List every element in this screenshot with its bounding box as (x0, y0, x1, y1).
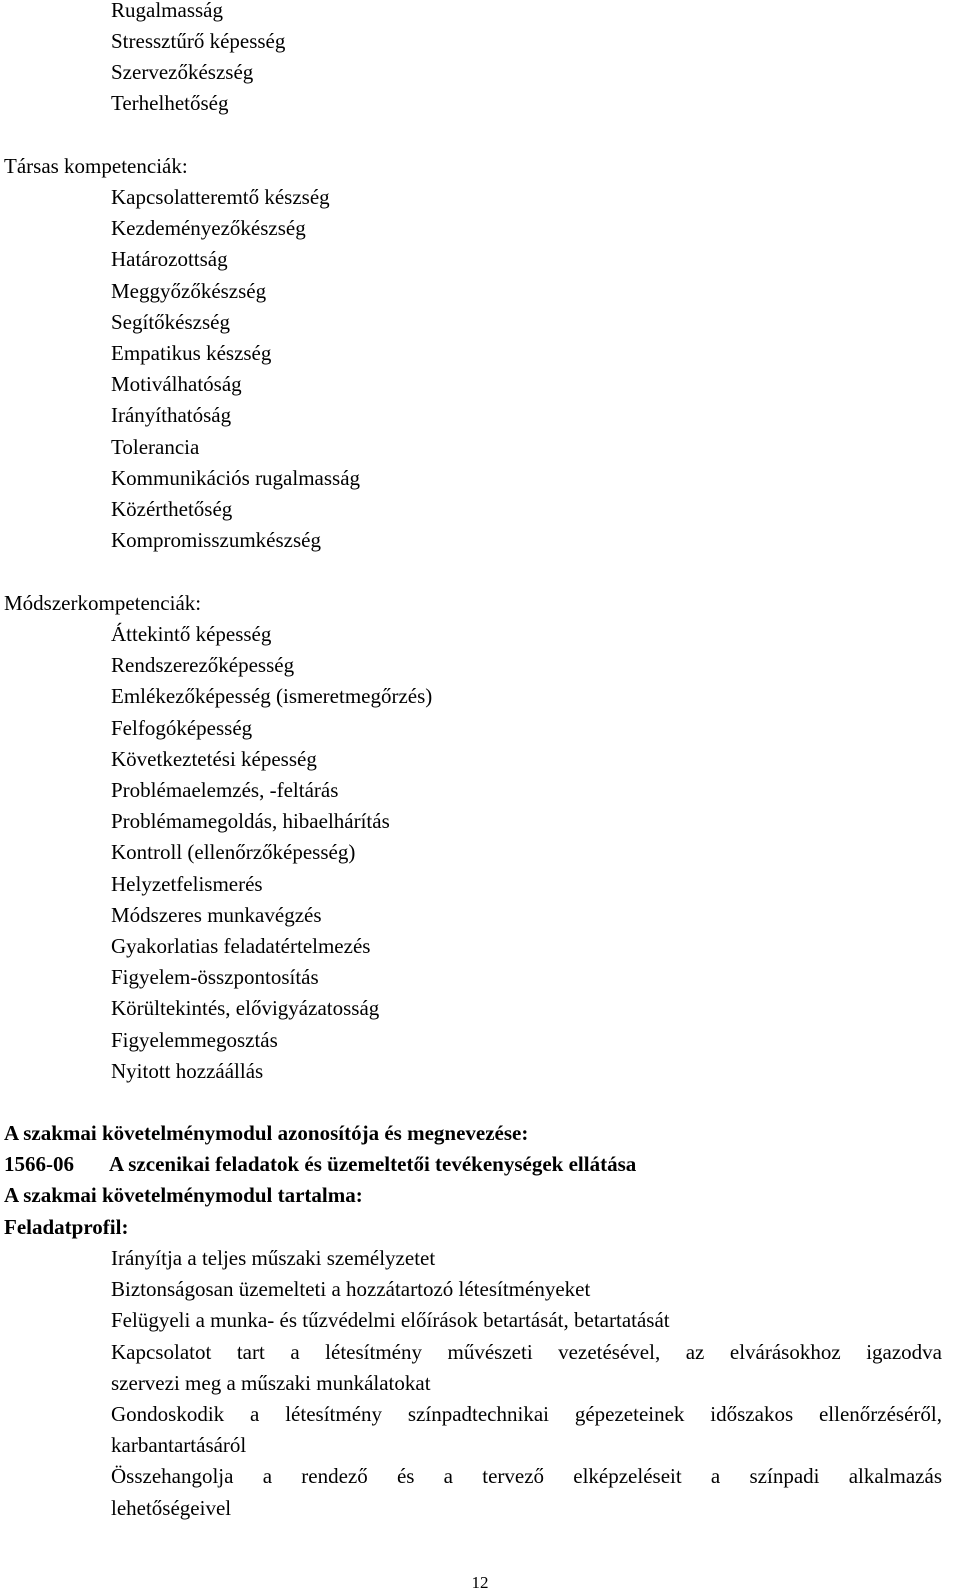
list-item: Rugalmasság (111, 0, 223, 22)
list-item: Rendszerezőképesség (111, 653, 295, 677)
list-item: Következtetési képesség (111, 747, 317, 771)
task-item-continuation: karbantartásáról (111, 1433, 247, 1457)
section-heading-social: Társas kompetenciák: (4, 154, 188, 178)
task-item: Kapcsolatot tart a létesítmény művészeti vezetésével, az elvárásokhoz igazodva (111, 1340, 942, 1364)
list-item: Határozottság (111, 247, 228, 271)
list-item: Körültekintés, elővigyázatosság (111, 996, 380, 1020)
list-item: Tolerancia (111, 435, 200, 459)
list-item: Felfogóképesség (111, 716, 253, 740)
task-item-continuation: szervezi meg a műszaki munkálatokat (111, 1371, 431, 1395)
task-item: Gondoskodik a létesítmény színpadtechnikai gépezeteinek időszakos ellenőrzéséről, (111, 1402, 942, 1426)
module-code: 1566-06 (4, 1152, 74, 1176)
list-item: Problémaelemzés, -feltárás (111, 778, 339, 802)
module-id-heading: A szakmai követelménymodul azonosítója és megnevezése: (4, 1121, 529, 1145)
task-profile-heading: Feladatprofil: (4, 1215, 129, 1239)
list-item: Meggyőzőkészség (111, 279, 267, 303)
list-item: Gyakorlatias feladatértelmezés (111, 934, 371, 958)
module-title (4, 1149, 960, 1179)
task-item-continuation: lehetőségeivel (111, 1496, 232, 1520)
list-item: Áttekintő képesség (111, 622, 272, 646)
list-item: Terhelhetőség (111, 91, 229, 115)
page-number: 12 (471, 1573, 489, 1592)
list-item: Közérthetőség (111, 497, 233, 521)
list-item: Problémamegoldás, hibaelhárítás (111, 809, 390, 833)
list-item: Kontroll (ellenőrzőképesség) (111, 840, 356, 864)
list-item: Kommunikációs rugalmasság (111, 466, 361, 490)
task-item: Irányítja a teljes műszaki személyzetet (111, 1246, 436, 1270)
list-item: Segítőkészség (111, 310, 230, 334)
list-item: Kompromisszumkészség (111, 528, 321, 552)
list-item: Motiválhatóság (111, 372, 242, 396)
list-item: Szervezőkészség (111, 60, 254, 84)
list-item: Irányíthatóság (111, 403, 232, 427)
list-item: Stressztűrő képesség (111, 29, 286, 53)
list-item: Kezdeményezőkészség (111, 216, 306, 240)
list-item: Empatikus készség (111, 341, 272, 365)
list-item: Kapcsolatteremtő készség (111, 185, 330, 209)
task-item: Biztonságosan üzemelteti a hozzátartozó létesítményeket (111, 1277, 591, 1301)
list-item: Nyitott hozzáállás (111, 1059, 264, 1083)
module-name: A szcenikai feladatok és üzemeltetői tevékenységek ellátása (109, 1152, 637, 1176)
task-item: Összehangolja a rendező és a tervező elképzeléseit a színpadi alkalmazás (111, 1464, 942, 1488)
list-item: Figyelemmegosztás (111, 1028, 278, 1052)
task-item: Felügyeli a munka- és tűzvédelmi előírások betartását, betartatását (111, 1308, 670, 1332)
list-item: Módszeres munkavégzés (111, 903, 322, 927)
module-content-heading: A szakmai követelménymodul tartalma: (4, 1183, 363, 1207)
list-item: Emlékezőképesség (ismeretmegőrzés) (111, 684, 433, 708)
section-heading-method: Módszerkompetenciák: (4, 591, 202, 615)
list-item: Figyelem-összpontosítás (111, 965, 319, 989)
list-item: Helyzetfelismerés (111, 872, 263, 896)
